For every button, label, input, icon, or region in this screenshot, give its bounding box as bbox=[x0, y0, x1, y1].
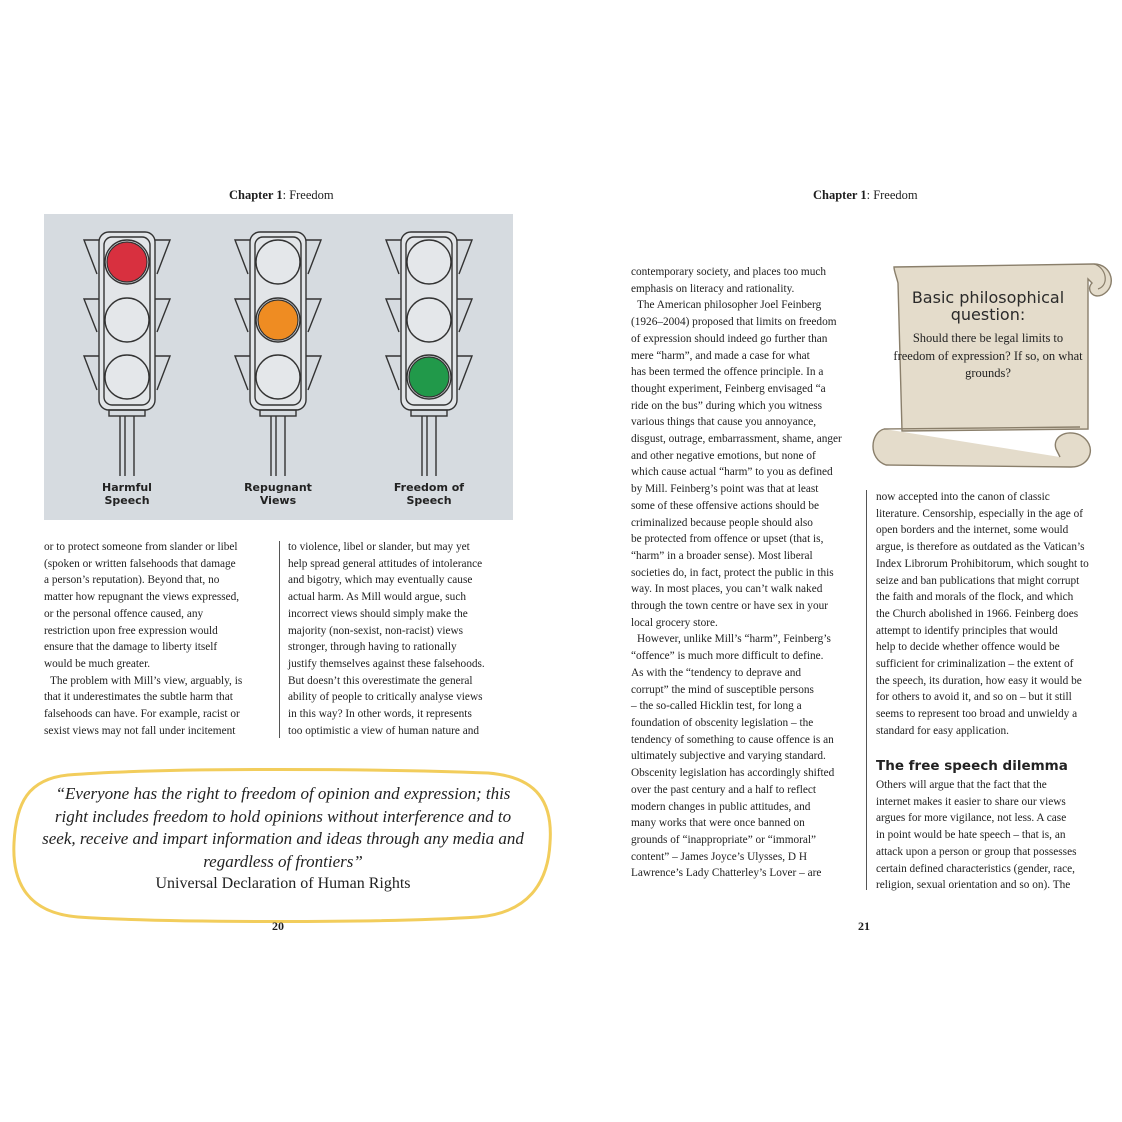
text-line: emphasis on literacy and rationality. bbox=[631, 282, 795, 295]
text-line: Others will argue that the fact that the bbox=[876, 779, 1047, 791]
text-line: content” – James Joyce’s Ulysses, D H bbox=[631, 850, 808, 863]
text-line: of expression should indeed go further than bbox=[631, 332, 828, 345]
text-line: in point would be hate speech – that is, an bbox=[876, 829, 1066, 842]
text-line: and bigotry, which may eventually cause bbox=[288, 574, 473, 587]
text-line: (spoken or written falsehoods that damage bbox=[44, 557, 236, 570]
green-light-icon bbox=[409, 357, 449, 397]
right-page-number: 21 bbox=[858, 919, 870, 933]
text-line: But doesn’t this overestimate the general bbox=[288, 674, 473, 687]
red-light-icon bbox=[107, 242, 147, 282]
label-repugnant-views: Repugnant Views bbox=[244, 481, 312, 507]
text-line: the faith and morals of the flock, and which bbox=[876, 591, 1074, 604]
quote-source: Universal Declaration of Human Rights bbox=[155, 875, 411, 892]
column-divider bbox=[866, 490, 867, 890]
left-page-number: 20 bbox=[272, 919, 284, 933]
text-line: has been termed the offence principle. In a bbox=[631, 366, 824, 379]
text-line: Obscenity legislation has accordingly shifted bbox=[631, 767, 835, 780]
text-line: by Mill. Feinberg’s point was that at least bbox=[631, 483, 819, 496]
left-body-column-2 bbox=[288, 539, 518, 739]
text-line: which cause actual “harm” to you as defined bbox=[631, 466, 833, 479]
text-line: now accepted into the canon of classic bbox=[876, 491, 1050, 503]
quote-body: “Everyone has the right to freedom of opinion and expression; this right includes freedom to hold opinions without interference and to seek, receive and impart information and ideas through any media and regardless of frontiers” bbox=[42, 784, 524, 871]
text-line: ensure that the damage to liberty itself bbox=[44, 641, 218, 654]
text-line: (1926–2004) proposed that limits on freedom bbox=[631, 316, 837, 329]
subheading-free-speech-dilemma: The free speech dilemma bbox=[876, 758, 1068, 774]
text-line: would be much greater. bbox=[44, 657, 151, 670]
text-line: certain defined characteristics (gender, race, bbox=[876, 862, 1076, 875]
quote-box bbox=[8, 763, 553, 925]
text-line: way. In most places, you can’t walk naked bbox=[631, 583, 823, 596]
text-line: that it underestimates the subtle harm that bbox=[44, 691, 233, 704]
text-line: criminalized because people should also bbox=[631, 516, 813, 529]
text-line: seems to represent too broad and unwieldy a bbox=[876, 708, 1078, 721]
text-line: disgust, outrage, embarrassment, shame, anger bbox=[631, 433, 842, 446]
text-line: attack upon a person or group that possesses bbox=[876, 845, 1077, 858]
text-line: for others to avoid it, and so on – but it still bbox=[876, 691, 1072, 704]
text-line: foundation of obscenity legislation – the bbox=[631, 716, 814, 729]
left-running-header bbox=[229, 188, 334, 203]
text-line: attempt to identify principles that would bbox=[876, 624, 1058, 637]
text-line: various things that cause you annoyance, bbox=[631, 416, 817, 429]
right-running-header bbox=[813, 188, 918, 203]
scroll-body: Should there be legal limits to freedom of expression? If so, on what grounds? bbox=[893, 331, 1083, 380]
text-line: help to decide whether offence would be bbox=[876, 641, 1060, 654]
text-line: open borders and the internet, some would bbox=[876, 524, 1069, 537]
text-line: The American philosopher Joel Feinberg bbox=[637, 299, 822, 312]
amber-light-icon bbox=[258, 300, 298, 340]
traffic-lights-illustration bbox=[44, 214, 513, 520]
text-line: restriction upon free expression would bbox=[44, 624, 218, 637]
scroll-roll-bottom bbox=[873, 427, 1090, 467]
text-line: standard for easy application. bbox=[876, 724, 1010, 737]
text-line: actual harm. As Mill would argue, such bbox=[288, 591, 466, 604]
scroll-title: Basic philosophical question: bbox=[911, 288, 1065, 324]
left-header-chapter: Chapter 1 bbox=[229, 188, 283, 202]
text-line: literature. Censorship, especially in the age of bbox=[876, 507, 1084, 520]
text-line: internet makes it easier to share our views bbox=[876, 795, 1066, 808]
column-divider bbox=[279, 541, 280, 738]
text-line: through the town centre or have sex in your bbox=[631, 600, 829, 613]
text-line: grounds of “inappropriate” or “immoral” bbox=[631, 833, 817, 846]
text-line: modern changes in public attitudes, and bbox=[631, 800, 811, 813]
text-line: in this way? In other words, it represents bbox=[288, 708, 472, 721]
text-line: “offence” is much more difficult to define. bbox=[631, 650, 824, 663]
text-line: the speech, its duration, how easy it would be bbox=[876, 674, 1082, 687]
text-line: – the so-called Hicklin test, for long a bbox=[631, 700, 802, 713]
label-freedom-of-speech: Freedom of Speech bbox=[393, 481, 465, 507]
text-line: Lawrence’s Lady Chatterley’s Lover – are bbox=[631, 867, 822, 880]
right-body-column-2 bbox=[876, 489, 1108, 740]
text-line: incorrect views should simply make the bbox=[288, 607, 468, 620]
text-line: thought experiment, Feinberg envisaged “a bbox=[631, 382, 826, 395]
text-line: falsehoods can have. For example, racist or bbox=[44, 708, 240, 721]
text-line: ultimately subjective and varying standard. bbox=[631, 750, 826, 763]
text-line: mere “harm”, and made a case for what bbox=[631, 349, 810, 362]
text-line: or to protect someone from slander or libel bbox=[44, 541, 238, 553]
text-line: to violence, libel or slander, but may yet bbox=[288, 541, 470, 553]
text-line: tendency of something to cause offence is an bbox=[631, 733, 834, 746]
text-line: “harm” in a broader sense). Most liberal bbox=[631, 549, 813, 562]
text-line: some of these offensive actions should be bbox=[631, 499, 820, 512]
text-line: be protected from offence or upset (that is, bbox=[631, 533, 824, 546]
text-line: As with the “tendency to deprave and bbox=[631, 666, 802, 679]
text-line: too optimistic a view of human nature and bbox=[288, 724, 480, 737]
text-line: seize and ban publications that might corrupt bbox=[876, 574, 1080, 587]
text-line: majority (non-sexist, non-racist) views bbox=[288, 624, 464, 637]
text-line: ability of people to critically analyse views bbox=[288, 691, 483, 704]
text-line: argues for more vigilance, not less. A case bbox=[876, 812, 1067, 825]
scroll-text bbox=[893, 289, 1083, 383]
label-harmful-speech: Harmful Speech bbox=[102, 481, 152, 507]
text-line: ride on the bus” during which you witness bbox=[631, 399, 823, 412]
text-line: a person’s reputation). Beyond that, no bbox=[44, 574, 220, 587]
text-line: sufficient for criminalization – the extent of bbox=[876, 658, 1074, 671]
right-header-title: : Freedom bbox=[866, 188, 918, 202]
quote-text bbox=[42, 783, 524, 896]
left-header-title: : Freedom bbox=[282, 188, 334, 202]
text-line: the Church abolished in 1966. Feinberg does bbox=[876, 607, 1079, 620]
text-line: local grocery store. bbox=[631, 616, 718, 629]
text-line: contemporary society, and places too much bbox=[631, 266, 827, 278]
text-line: sexist views may not fall under incitement bbox=[44, 724, 236, 737]
text-line: societies do, in fact, protect the public in this bbox=[631, 566, 834, 579]
text-line: stronger, through having to rationally bbox=[288, 641, 457, 654]
text-line: and other negative emotions, but none of bbox=[631, 449, 816, 462]
text-line: Index Librorum Prohibitorum, which sought to bbox=[876, 557, 1089, 570]
text-line: over the past century and a half to reflect bbox=[631, 783, 817, 796]
text-line: argue, is therefore as outdated as the Vatican’s bbox=[876, 541, 1085, 554]
right-body-column-1 bbox=[631, 264, 863, 882]
text-line: help spread general attitudes of intolerance bbox=[288, 557, 483, 570]
left-body-column-1 bbox=[44, 539, 276, 739]
text-line: many works that were once banned on bbox=[631, 817, 805, 830]
text-line: corrupt” the mind of susceptible persons bbox=[631, 683, 814, 696]
text-line: However, unlike Mill’s “harm”, Feinberg’s bbox=[637, 633, 831, 646]
text-line: matter how repugnant the views expressed, bbox=[44, 591, 240, 604]
text-line: justify themselves against these falsehoods. bbox=[288, 657, 485, 670]
right-header-chapter: Chapter 1 bbox=[813, 188, 867, 202]
text-line: or the personal offence caused, any bbox=[44, 607, 204, 620]
text-line: The problem with Mill’s view, arguably, is bbox=[50, 674, 243, 687]
right-body-column-2b bbox=[876, 777, 1108, 894]
text-line: religion, sexual orientation and so on). The bbox=[876, 879, 1071, 892]
